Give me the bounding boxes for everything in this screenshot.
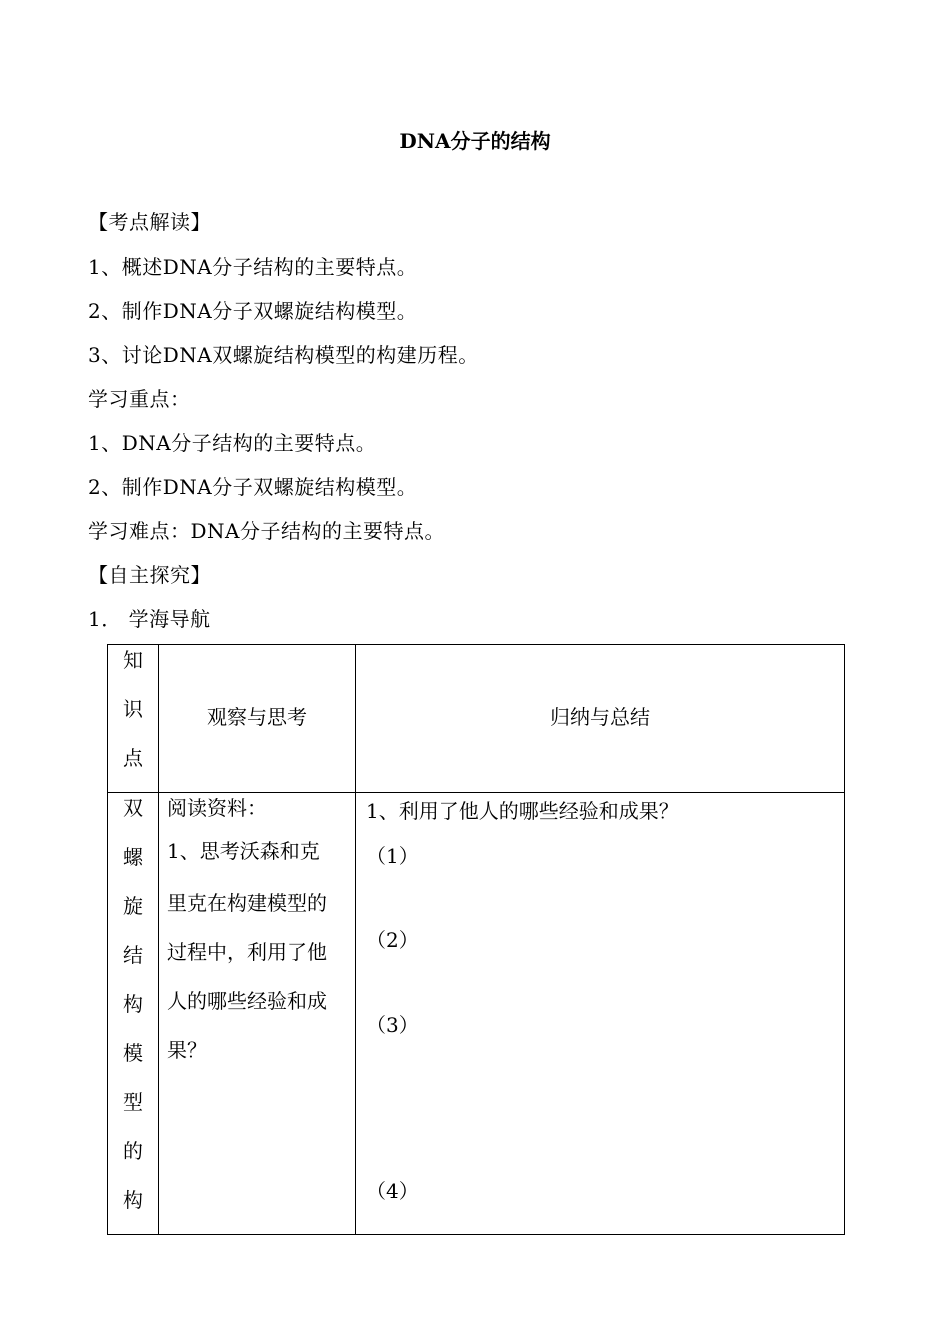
- key-point-1: 1、DNA分子结构的主要特点。: [88, 431, 377, 455]
- reading-line: 1、思考沃森和克: [167, 839, 320, 863]
- header-char: 知: [123, 648, 143, 672]
- topic-char: 的: [123, 1139, 143, 1163]
- topic-char: 螺: [123, 845, 143, 869]
- answer-question: 1、利用了他人的哪些经验和成果？: [366, 799, 679, 823]
- topic-char: 构: [123, 992, 143, 1016]
- row-cell-topic: [108, 793, 159, 1235]
- topic-char: 模: [123, 1041, 143, 1065]
- exam-point-2: 2、制作DNA分子双螺旋结构模型。: [88, 299, 418, 323]
- reading-line: 过程中，利用了他: [167, 940, 327, 964]
- answer-blank-4: （4）: [366, 1179, 419, 1203]
- reading-line: 阅读资料：: [167, 796, 267, 820]
- topic-char: 旋: [123, 894, 143, 918]
- answer-blank-2: （2）: [366, 928, 419, 952]
- header-cell-observe-think: 观察与思考: [159, 645, 356, 793]
- study-guide-table: [107, 644, 845, 1235]
- section-heading-exam-points: 【考点解读】: [88, 210, 211, 234]
- header-cell-summary: 归纳与总结: [356, 645, 845, 793]
- row-cell-reading: [159, 793, 356, 1235]
- reading-line: 人的哪些经验和成: [167, 989, 327, 1013]
- key-points-heading: 学习重点：: [88, 387, 191, 411]
- topic-char: 型: [123, 1090, 143, 1114]
- key-point-2: 2、制作DNA分子双螺旋结构模型。: [88, 475, 418, 499]
- topic-char: 结: [123, 943, 143, 967]
- table-header-row: [108, 645, 845, 793]
- row-cell-answers: [356, 793, 845, 1235]
- header-cell-knowledge-point: [108, 645, 159, 793]
- topic-char: 构: [123, 1188, 143, 1212]
- table-row: [108, 793, 845, 1235]
- header-char: 点: [123, 746, 143, 770]
- reading-line: 里克在构建模型的: [167, 891, 327, 915]
- difficult-point: 学习难点：DNA分子结构的主要特点。: [88, 519, 445, 543]
- topic-char: 双: [123, 796, 143, 820]
- section-heading-self-inquiry: 【自主探究】: [88, 563, 211, 587]
- exam-point-3: 3、讨论DNA双螺旋结构模型的构建历程。: [88, 343, 479, 367]
- answer-blank-3: （3）: [366, 1013, 419, 1037]
- header-char: 识: [123, 697, 143, 721]
- exam-point-1: 1、概述DNA分子结构的主要特点。: [88, 255, 418, 279]
- document-title: DNA分子的结构: [399, 129, 551, 153]
- study-guide-heading: 1． 学海导航: [88, 607, 211, 631]
- answer-blank-1: （1）: [366, 844, 419, 868]
- reading-line: 果？: [167, 1038, 207, 1062]
